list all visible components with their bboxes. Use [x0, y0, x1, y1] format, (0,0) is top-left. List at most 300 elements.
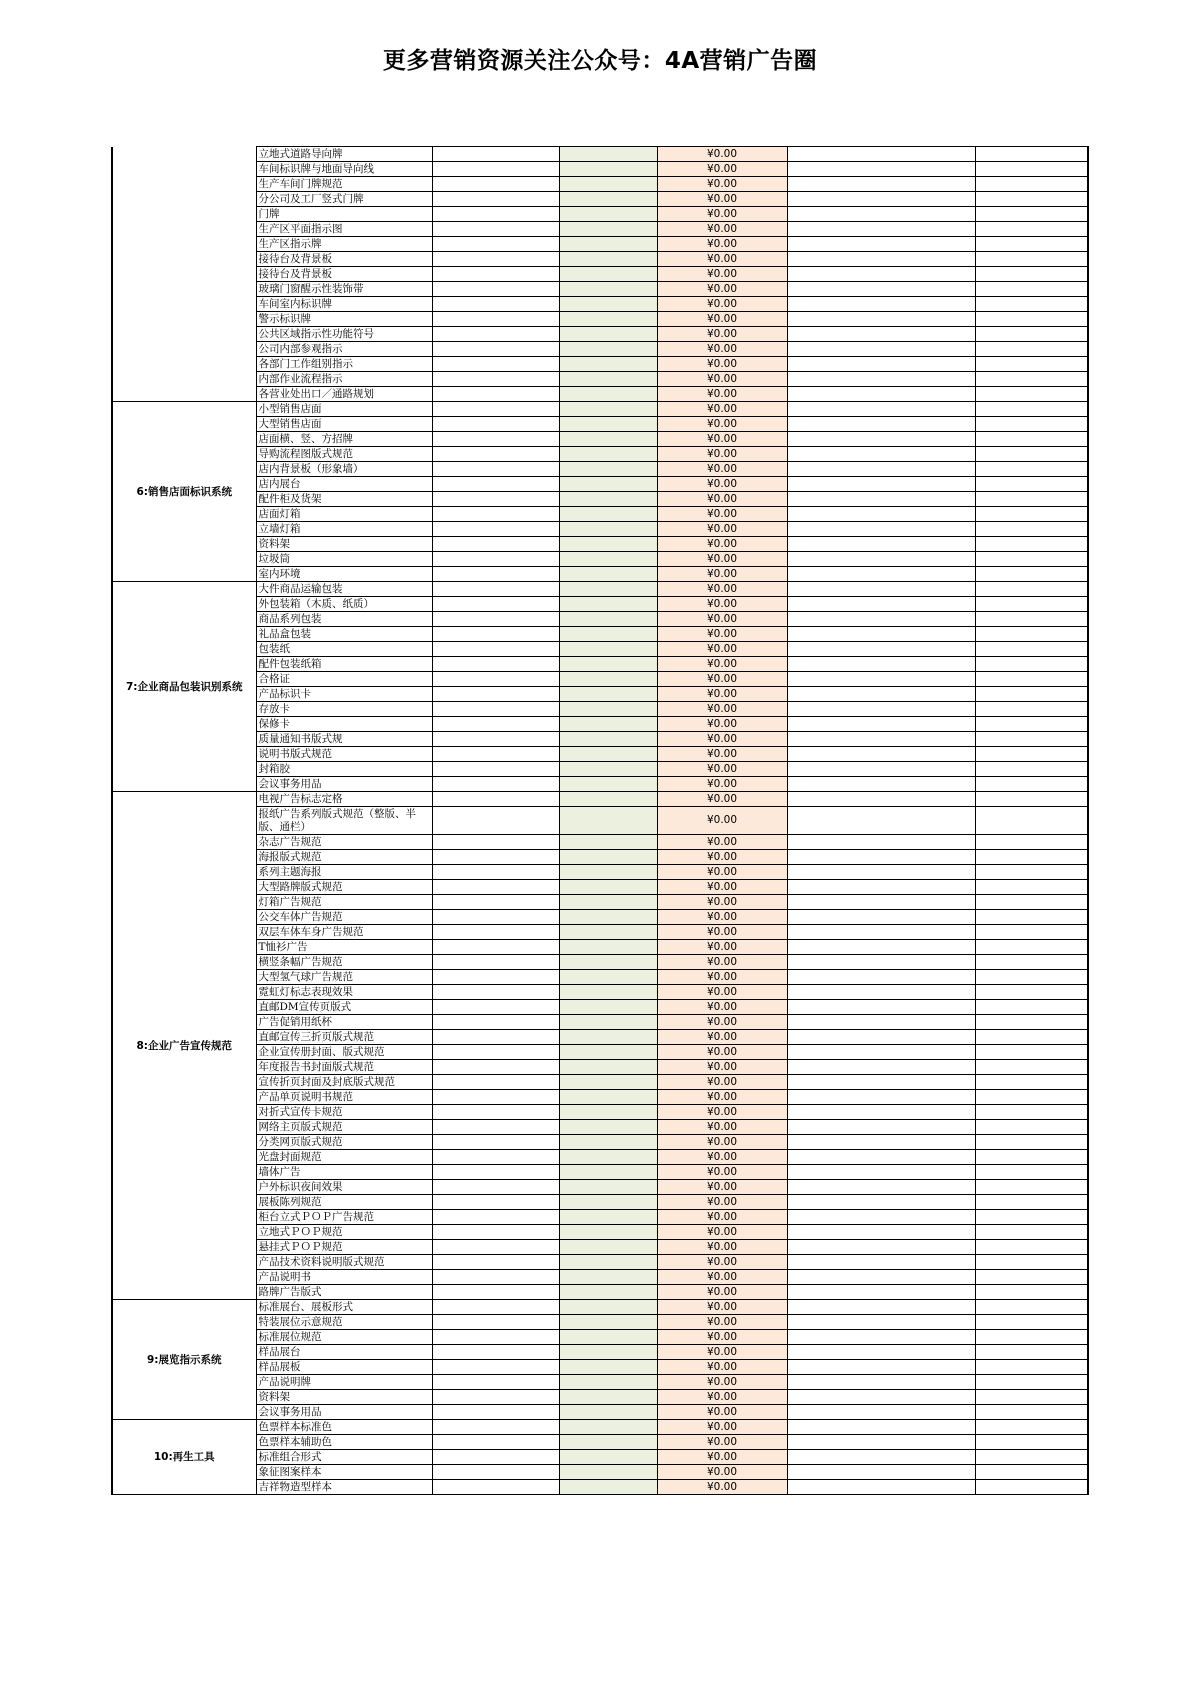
blank-cell [432, 642, 559, 657]
table-row [112, 1225, 1088, 1240]
blank-cell [787, 507, 975, 522]
price-cell: ¥0.00 [657, 1285, 787, 1300]
blank-cell [432, 1465, 559, 1480]
table-row [112, 297, 1088, 312]
blank-cell [432, 1060, 559, 1075]
blank-cell [432, 850, 559, 865]
price-cell: ¥0.00 [657, 1165, 787, 1180]
item-name-cell: 生产车间门牌规范 [256, 177, 432, 192]
green-cell [559, 612, 657, 627]
blank-cell [432, 222, 559, 237]
blank-cell [432, 1240, 559, 1255]
blank-cell [787, 1195, 975, 1210]
green-cell [559, 1135, 657, 1150]
item-name-cell: 说明书版式规范 [256, 747, 432, 762]
item-name-cell: 大型路牌版式规范 [256, 880, 432, 895]
blank-cell [432, 777, 559, 792]
table-row [112, 807, 1088, 835]
blank-cell [975, 1450, 1088, 1465]
blank-cell [787, 1165, 975, 1180]
blank-cell [975, 627, 1088, 642]
green-cell [559, 1045, 657, 1060]
price-cell: ¥0.00 [657, 895, 787, 910]
price-cell: ¥0.00 [657, 552, 787, 567]
price-cell: ¥0.00 [657, 1045, 787, 1060]
green-cell [559, 1150, 657, 1165]
table-row [112, 1120, 1088, 1135]
blank-cell [787, 835, 975, 850]
blank-cell [975, 1090, 1088, 1105]
green-cell [559, 835, 657, 850]
green-cell [559, 955, 657, 970]
table-row [112, 477, 1088, 492]
price-cell: ¥0.00 [657, 252, 787, 267]
item-name-cell: 产品说明书 [256, 1270, 432, 1285]
blank-cell [975, 1330, 1088, 1345]
green-cell [559, 312, 657, 327]
blank-cell [432, 1000, 559, 1015]
blank-cell [975, 237, 1088, 252]
item-name-cell: T恤衫广告 [256, 940, 432, 955]
blank-cell [432, 1300, 559, 1315]
green-cell [559, 1015, 657, 1030]
price-cell: ¥0.00 [657, 850, 787, 865]
price-cell: ¥0.00 [657, 835, 787, 850]
blank-cell [787, 147, 975, 162]
price-cell: ¥0.00 [657, 1330, 787, 1345]
item-name-cell: 店面横、竖、方招牌 [256, 432, 432, 447]
item-name-cell: 车间标识牌与地面导向线 [256, 162, 432, 177]
blank-cell [787, 925, 975, 940]
blank-cell [975, 1285, 1088, 1300]
blank-cell [432, 1345, 559, 1360]
green-cell [559, 222, 657, 237]
price-cell: ¥0.00 [657, 1465, 787, 1480]
green-cell [559, 1420, 657, 1435]
blank-cell [787, 1060, 975, 1075]
price-cell: ¥0.00 [657, 1390, 787, 1405]
price-cell: ¥0.00 [657, 1195, 787, 1210]
item-name-cell: 标准展位规范 [256, 1330, 432, 1345]
blank-cell [975, 955, 1088, 970]
green-cell [559, 925, 657, 940]
price-cell: ¥0.00 [657, 192, 787, 207]
item-name-cell: 产品技术资料说明版式规范 [256, 1255, 432, 1270]
green-cell [559, 807, 657, 835]
blank-cell [975, 940, 1088, 955]
blank-cell [432, 1090, 559, 1105]
blank-cell [787, 417, 975, 432]
item-name-cell: 墙体广告 [256, 1165, 432, 1180]
price-cell: ¥0.00 [657, 1210, 787, 1225]
item-name-cell: 质量通知书版式规 [256, 732, 432, 747]
blank-cell [787, 1045, 975, 1060]
item-name-cell: 资料架 [256, 1390, 432, 1405]
table-row [112, 1465, 1088, 1480]
green-cell [559, 1300, 657, 1315]
table-row [112, 1390, 1088, 1405]
green-cell [559, 492, 657, 507]
table-row [112, 1450, 1088, 1465]
blank-cell [975, 1045, 1088, 1060]
table-row [112, 312, 1088, 327]
table-row [112, 925, 1088, 940]
blank-cell [432, 985, 559, 1000]
blank-cell [432, 552, 559, 567]
blank-cell [787, 597, 975, 612]
price-cell: ¥0.00 [657, 1345, 787, 1360]
blank-cell [975, 222, 1088, 237]
item-name-cell: 广告促销用纸杯 [256, 1015, 432, 1030]
blank-cell [787, 402, 975, 417]
table-row [112, 1210, 1088, 1225]
table-row [112, 162, 1088, 177]
blank-cell [787, 582, 975, 597]
blank-cell [432, 192, 559, 207]
table-row [112, 282, 1088, 297]
blank-cell [975, 1375, 1088, 1390]
price-cell: ¥0.00 [657, 477, 787, 492]
blank-cell [432, 357, 559, 372]
blank-cell [432, 1165, 559, 1180]
item-name-cell: 存放卡 [256, 702, 432, 717]
green-cell [559, 1225, 657, 1240]
blank-cell [975, 657, 1088, 672]
blank-cell [787, 327, 975, 342]
blank-cell [787, 1270, 975, 1285]
blank-cell [787, 762, 975, 777]
blank-cell [975, 492, 1088, 507]
blank-cell [432, 1450, 559, 1465]
green-cell [559, 985, 657, 1000]
green-cell [559, 747, 657, 762]
blank-cell [787, 357, 975, 372]
price-cell: ¥0.00 [657, 462, 787, 477]
price-cell: ¥0.00 [657, 387, 787, 402]
category-cell: 10:再生工具 [112, 1420, 256, 1495]
table-row [112, 1345, 1088, 1360]
price-cell: ¥0.00 [657, 612, 787, 627]
item-name-cell: 产品单页说明书规范 [256, 1090, 432, 1105]
blank-cell [432, 1045, 559, 1060]
blank-cell [975, 910, 1088, 925]
blank-cell [787, 192, 975, 207]
blank-cell [787, 1450, 975, 1465]
blank-cell [975, 1480, 1088, 1495]
blank-cell [432, 1255, 559, 1270]
item-name-cell: 小型销售店面 [256, 402, 432, 417]
blank-cell [787, 1330, 975, 1345]
price-cell: ¥0.00 [657, 357, 787, 372]
green-cell [559, 792, 657, 807]
table-row [112, 880, 1088, 895]
item-name-cell: 直邮DM宣传页版式 [256, 1000, 432, 1015]
item-name-cell: 公司内部参观指示 [256, 342, 432, 357]
table-row [112, 447, 1088, 462]
blank-cell [975, 835, 1088, 850]
table-row [112, 1000, 1088, 1015]
blank-cell [432, 582, 559, 597]
item-name-cell: 生产区指示牌 [256, 237, 432, 252]
table-row [112, 1480, 1088, 1495]
table-row [112, 940, 1088, 955]
item-name-cell: 路牌广告版式 [256, 1285, 432, 1300]
blank-cell [432, 267, 559, 282]
table-row [112, 985, 1088, 1000]
blank-cell [975, 1060, 1088, 1075]
price-cell: ¥0.00 [657, 537, 787, 552]
green-cell [559, 1270, 657, 1285]
price-cell: ¥0.00 [657, 1075, 787, 1090]
blank-cell [975, 357, 1088, 372]
blank-cell [432, 925, 559, 940]
green-cell [559, 762, 657, 777]
price-cell: ¥0.00 [657, 372, 787, 387]
blank-cell [975, 432, 1088, 447]
item-name-cell: 立墙灯箱 [256, 522, 432, 537]
blank-cell [787, 792, 975, 807]
blank-cell [432, 1015, 559, 1030]
green-cell [559, 1405, 657, 1420]
blank-cell [432, 1285, 559, 1300]
item-name-cell: 悬挂式ＰＯＰ规范 [256, 1240, 432, 1255]
blank-cell [975, 717, 1088, 732]
price-cell: ¥0.00 [657, 732, 787, 747]
blank-cell [975, 417, 1088, 432]
table-row [112, 417, 1088, 432]
green-cell [559, 582, 657, 597]
price-cell: ¥0.00 [657, 1105, 787, 1120]
green-cell [559, 732, 657, 747]
blank-cell [432, 402, 559, 417]
blank-cell [787, 162, 975, 177]
table-row [112, 732, 1088, 747]
category-cell [112, 147, 256, 402]
price-cell: ¥0.00 [657, 237, 787, 252]
table-row [112, 1420, 1088, 1435]
blank-cell [975, 642, 1088, 657]
price-cell: ¥0.00 [657, 507, 787, 522]
blank-cell [975, 1300, 1088, 1315]
blank-cell [787, 1390, 975, 1405]
item-name-cell: 大件商品运输包装 [256, 582, 432, 597]
price-cell: ¥0.00 [657, 777, 787, 792]
blank-cell [432, 492, 559, 507]
green-cell [559, 462, 657, 477]
blank-cell [787, 1090, 975, 1105]
price-cell: ¥0.00 [657, 747, 787, 762]
item-name-cell: 车间室内标识牌 [256, 297, 432, 312]
blank-cell [432, 612, 559, 627]
table-row [112, 1180, 1088, 1195]
green-cell [559, 1330, 657, 1345]
blank-cell [787, 865, 975, 880]
blank-cell [432, 1135, 559, 1150]
table-row [112, 792, 1088, 807]
price-cell: ¥0.00 [657, 1270, 787, 1285]
item-name-cell: 色票样本辅助色 [256, 1435, 432, 1450]
table-row [112, 1045, 1088, 1060]
table-row [112, 1375, 1088, 1390]
table-row [112, 177, 1088, 192]
blank-cell [975, 1150, 1088, 1165]
blank-cell [787, 955, 975, 970]
table-row [112, 1300, 1088, 1315]
blank-cell [787, 687, 975, 702]
blank-cell [432, 1330, 559, 1345]
blank-cell [432, 1390, 559, 1405]
price-cell: ¥0.00 [657, 1090, 787, 1105]
item-name-cell: 大型销售店面 [256, 417, 432, 432]
price-cell: ¥0.00 [657, 522, 787, 537]
table-row [112, 387, 1088, 402]
blank-cell [787, 1465, 975, 1480]
green-cell [559, 1030, 657, 1045]
blank-cell [432, 1210, 559, 1225]
table-row [112, 222, 1088, 237]
blank-cell [432, 1315, 559, 1330]
green-cell [559, 567, 657, 582]
blank-cell [787, 1360, 975, 1375]
blank-cell [787, 387, 975, 402]
blank-cell [432, 312, 559, 327]
green-cell [559, 507, 657, 522]
item-name-cell: 年度报告书封面版式规范 [256, 1060, 432, 1075]
blank-cell [432, 910, 559, 925]
blank-cell [787, 1435, 975, 1450]
table-row [112, 910, 1088, 925]
item-name-cell: 展板陈列规范 [256, 1195, 432, 1210]
blank-cell [787, 717, 975, 732]
item-name-cell: 立地式ＰＯＰ规范 [256, 1225, 432, 1240]
blank-cell [432, 955, 559, 970]
table-row [112, 627, 1088, 642]
blank-cell [787, 850, 975, 865]
blank-cell [787, 777, 975, 792]
price-cell: ¥0.00 [657, 702, 787, 717]
green-cell [559, 687, 657, 702]
item-name-cell: 礼品盒包装 [256, 627, 432, 642]
blank-cell [975, 312, 1088, 327]
green-cell [559, 1120, 657, 1135]
blank-cell [975, 1420, 1088, 1435]
blank-cell [975, 192, 1088, 207]
blank-cell [432, 567, 559, 582]
blank-cell [975, 207, 1088, 222]
item-name-cell: 导购流程图版式规范 [256, 447, 432, 462]
item-name-cell: 杂志广告规范 [256, 835, 432, 850]
blank-cell [432, 1075, 559, 1090]
blank-cell [787, 537, 975, 552]
item-name-cell: 资料架 [256, 537, 432, 552]
green-cell [559, 357, 657, 372]
table-row [112, 612, 1088, 627]
blank-cell [432, 1180, 559, 1195]
blank-cell [975, 1225, 1088, 1240]
table-row [112, 1285, 1088, 1300]
price-cell: ¥0.00 [657, 582, 787, 597]
blank-cell [975, 1270, 1088, 1285]
green-cell [559, 642, 657, 657]
price-cell: ¥0.00 [657, 162, 787, 177]
blank-cell [432, 282, 559, 297]
table-row [112, 147, 1088, 162]
item-name-cell: 吉祥物造型样本 [256, 1480, 432, 1495]
blank-cell [787, 1240, 975, 1255]
blank-cell [787, 462, 975, 477]
table-row [112, 970, 1088, 985]
table-row [112, 1015, 1088, 1030]
blank-cell [975, 372, 1088, 387]
item-name-cell: 门牌 [256, 207, 432, 222]
item-name-cell: 色票样本标准色 [256, 1420, 432, 1435]
item-name-cell: 户外标识夜间效果 [256, 1180, 432, 1195]
price-cell: ¥0.00 [657, 925, 787, 940]
item-name-cell: 产品说明牌 [256, 1375, 432, 1390]
blank-cell [787, 702, 975, 717]
blank-cell [975, 162, 1088, 177]
blank-cell [787, 1030, 975, 1045]
table-row [112, 1195, 1088, 1210]
blank-cell [432, 372, 559, 387]
green-cell [559, 177, 657, 192]
blank-cell [787, 627, 975, 642]
item-name-cell: 双层车体车身广告规范 [256, 925, 432, 940]
blank-cell [975, 597, 1088, 612]
item-name-cell: 企业宣传册封面、版式规范 [256, 1045, 432, 1060]
blank-cell [432, 147, 559, 162]
category-cell: 6:销售店面标识系统 [112, 402, 256, 582]
green-cell [559, 342, 657, 357]
blank-cell [432, 687, 559, 702]
table-row [112, 642, 1088, 657]
green-cell [559, 1345, 657, 1360]
green-cell [559, 1285, 657, 1300]
blank-cell [787, 657, 975, 672]
green-cell [559, 1075, 657, 1090]
blank-cell [787, 1255, 975, 1270]
green-cell [559, 910, 657, 925]
price-cell: ¥0.00 [657, 717, 787, 732]
green-cell [559, 1210, 657, 1225]
blank-cell [975, 1465, 1088, 1480]
blank-cell [975, 342, 1088, 357]
blank-cell [432, 477, 559, 492]
item-name-cell: 包装纸 [256, 642, 432, 657]
green-cell [559, 1450, 657, 1465]
blank-cell [975, 1015, 1088, 1030]
blank-cell [975, 777, 1088, 792]
price-cell: ¥0.00 [657, 792, 787, 807]
green-cell [559, 552, 657, 567]
blank-cell [975, 1120, 1088, 1135]
blank-cell [975, 1360, 1088, 1375]
green-cell [559, 537, 657, 552]
blank-cell [975, 267, 1088, 282]
table-row [112, 777, 1088, 792]
blank-cell [975, 1345, 1088, 1360]
item-name-cell: 霓虹灯标志表现效果 [256, 985, 432, 1000]
blank-cell [975, 402, 1088, 417]
table-row [112, 657, 1088, 672]
blank-cell [975, 507, 1088, 522]
item-name-cell: 合格证 [256, 672, 432, 687]
price-cell: ¥0.00 [657, 642, 787, 657]
blank-cell [975, 807, 1088, 835]
blank-cell [432, 447, 559, 462]
blank-cell [787, 1105, 975, 1120]
price-cell: ¥0.00 [657, 955, 787, 970]
